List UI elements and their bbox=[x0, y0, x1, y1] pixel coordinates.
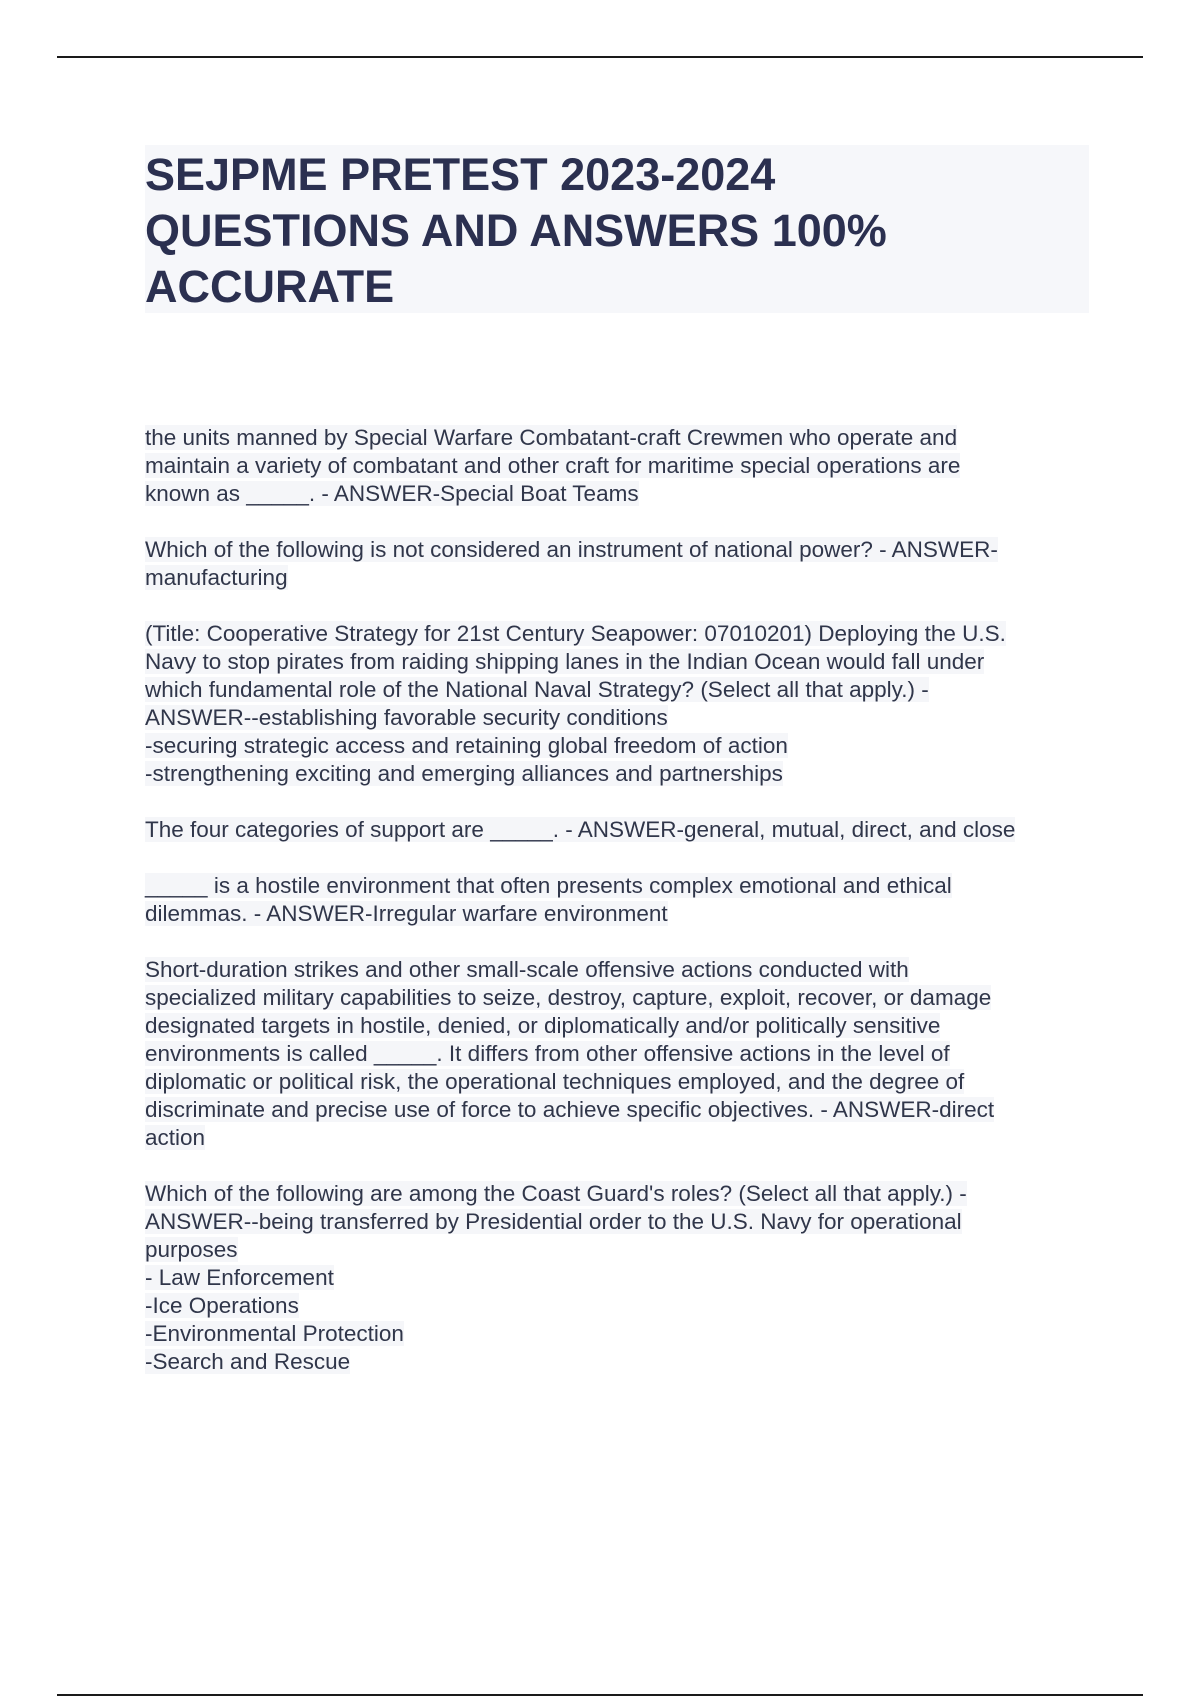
qa-line: -Search and Rescue bbox=[145, 1349, 351, 1374]
document-title bbox=[145, 145, 1089, 313]
qa-line: which fundamental role of the National Naval Strategy? (Select all that apply.) - bbox=[145, 677, 929, 702]
qa-line: ANSWER--establishing favorable security conditions bbox=[145, 705, 668, 730]
qa-item-2 bbox=[145, 536, 1105, 592]
qa-line: _____ is a hostile environment that often presents complex emotional and ethical bbox=[145, 873, 952, 898]
qa-line: Which of the following are among the Coast Guard's roles? (Select all that apply.) - bbox=[145, 1181, 967, 1206]
qa-line: - Law Enforcement bbox=[145, 1265, 334, 1290]
qa-item-1 bbox=[145, 424, 1105, 508]
qa-line: ANSWER--being transferred by Presidential order to the U.S. Navy for operational bbox=[145, 1209, 962, 1234]
qa-item-6 bbox=[145, 956, 1105, 1152]
qa-item-7 bbox=[145, 1180, 1105, 1376]
qa-line: action bbox=[145, 1125, 206, 1150]
qa-line: (Title: Cooperative Strategy for 21st Century Seapower: 07010201) Deploying the U.S. bbox=[145, 621, 1006, 646]
qa-line: designated targets in hostile, denied, or diplomatically and/or politically sensitive bbox=[145, 1013, 941, 1038]
qa-line: -securing strategic access and retaining global freedom of action bbox=[145, 733, 788, 758]
qa-line: -Ice Operations bbox=[145, 1293, 299, 1318]
qa-line: dilemmas. - ANSWER-Irregular warfare environment bbox=[145, 901, 668, 926]
qa-list bbox=[145, 424, 1105, 1404]
title-line: SEJPME PRETEST 2023-2024 bbox=[145, 149, 776, 200]
qa-line: maintain a variety of combatant and other craft for maritime special operations are bbox=[145, 453, 961, 478]
qa-line: -strengthening exciting and emerging alliances and partnerships bbox=[145, 761, 783, 786]
qa-line: purposes bbox=[145, 1237, 238, 1262]
qa-line: manufacturing bbox=[145, 565, 288, 590]
qa-item-3 bbox=[145, 620, 1105, 788]
qa-line: discriminate and precise use of force to achieve specific objectives. - ANSWER-direct bbox=[145, 1097, 995, 1122]
qa-line: specialized military capabilities to seize, destroy, capture, exploit, recover, or damage bbox=[145, 985, 992, 1010]
title-line: ACCURATE bbox=[145, 261, 395, 312]
qa-line: diplomatic or political risk, the operational techniques employed, and the degree of bbox=[145, 1069, 965, 1094]
qa-line: the units manned by Special Warfare Combatant-craft Crewmen who operate and bbox=[145, 425, 958, 450]
title-line: QUESTIONS AND ANSWERS 100% bbox=[145, 205, 887, 256]
qa-line: known as _____. - ANSWER-Special Boat Teams bbox=[145, 481, 639, 506]
qa-item-4 bbox=[145, 816, 1105, 844]
qa-line: -Environmental Protection bbox=[145, 1321, 404, 1346]
qa-line: environments is called _____. It differs from other offensive actions in the level of bbox=[145, 1041, 950, 1066]
qa-line: Navy to stop pirates from raiding shipping lanes in the Indian Ocean would fall under bbox=[145, 649, 985, 674]
qa-line: Which of the following is not considered an instrument of national power? - ANSWER- bbox=[145, 537, 998, 562]
qa-line: The four categories of support are _____. - ANSWER-general, mutual, direct, and close bbox=[145, 817, 1016, 842]
qa-line: Short-duration strikes and other small-scale offensive actions conducted with bbox=[145, 957, 909, 982]
top-divider bbox=[57, 56, 1143, 58]
bottom-divider bbox=[57, 1694, 1143, 1696]
qa-item-5 bbox=[145, 872, 1105, 928]
